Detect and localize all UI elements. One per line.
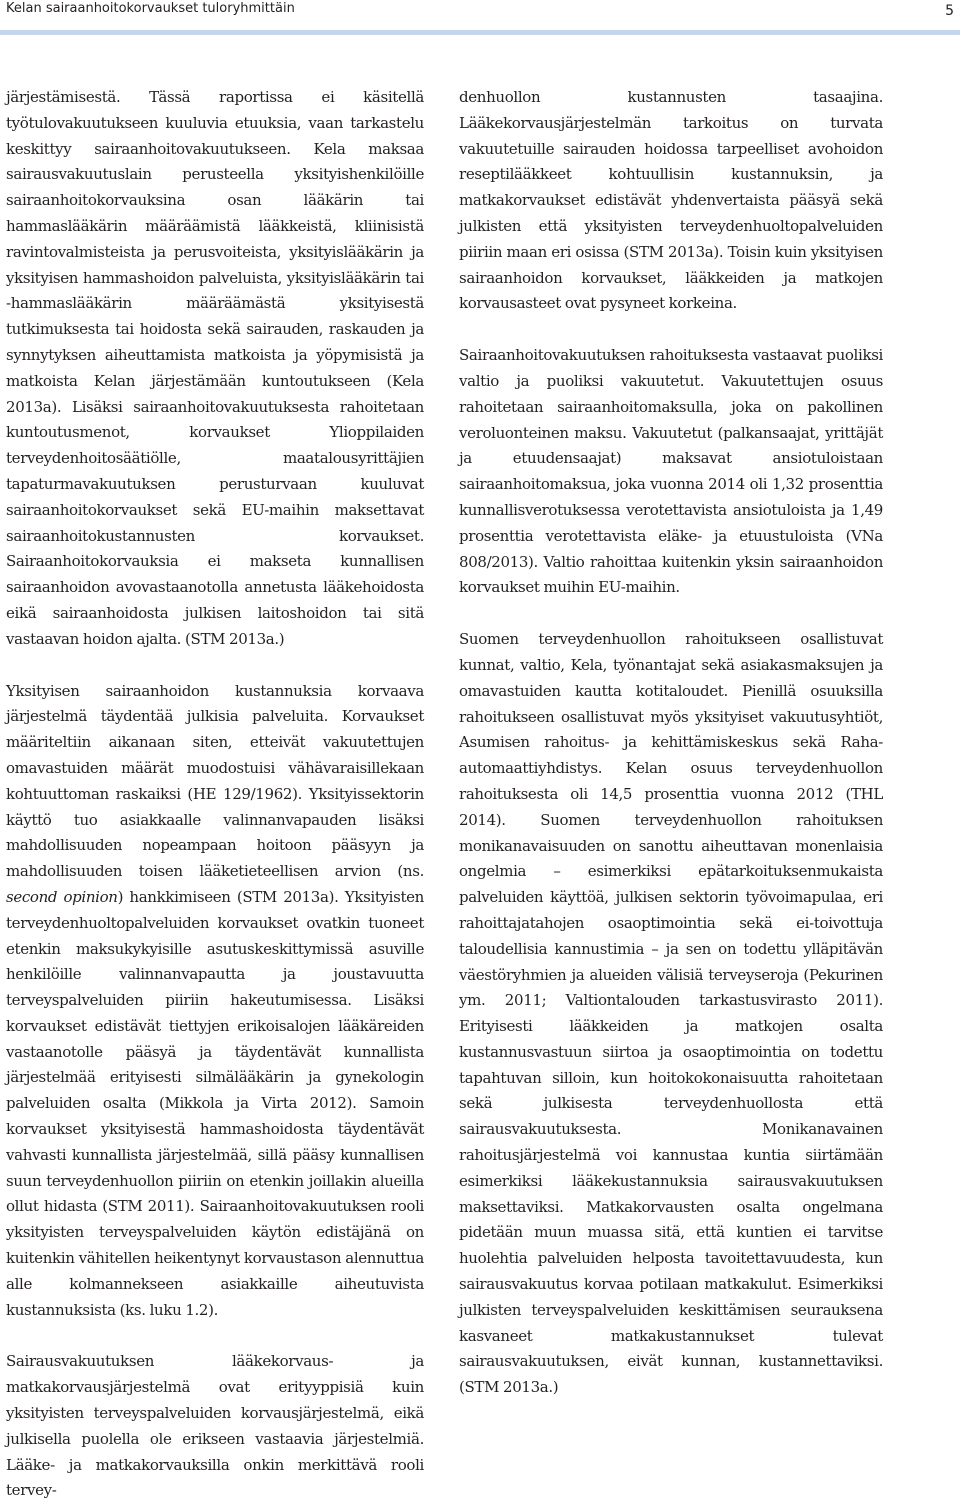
left-column bbox=[6, 85, 424, 1504]
italic-term: second opinion bbox=[6, 887, 118, 906]
right-column bbox=[459, 85, 883, 1401]
running-title: Kelan sairaanhoitokorvaukset tuloryhmittäin bbox=[6, 1, 295, 16]
page-number: 5 bbox=[945, 3, 954, 19]
body-paragraph: Sairaanhoitovakuutuksen rahoituksesta vastaavat puoliksi valtio ja puoliksi vakuutetut. Vakuutettujen osuus rahoitetaan sairaanhoitomaksulla, joka on pakollinen veroluonteinen maksu. Vakuutetut (palkansaajat, yrittäjät ja etuudensaajat) maksavat ansiotuloistaan sairaanhoitomaksua, joka vuonna 2014 oli 1,32 prosenttia kunnallisverotuksessa verotettavista ansiotuloista ja 1,49 prosenttia verotettavista eläke- ja etuustuloista (VNa 808/2013). Valtio rahoittaa kuitenkin yksin sairaanhoidon korvaukset muihin EU-maihin. bbox=[459, 346, 883, 597]
header-rule bbox=[0, 30, 960, 35]
page-header bbox=[0, 0, 960, 38]
body-paragraph: denhuollon kustannusten tasaajina. Lääkekorvausjärjestelmän tarkoitus on turvata vakuutetuille sairauden hoidossa tarpeelliset avohoidon reseptilääkkeet kohtuullisin kustannuksin, ja matkakorvaukset edistävät yhdenvertaista pääsyä sekä julkisten että yksityisten terveydenhuoltopalveluiden piiriin maan eri osissa (STM 2013a). Toisin kuin yksityisen sairaanhoidon korvaukset, lääkkeiden ja matkojen korvausasteet ovat pysyneet korkeina. bbox=[459, 88, 883, 313]
body-paragraph bbox=[6, 679, 424, 1324]
body-paragraph: järjestämisestä. Tässä raportissa ei käsitellä työtulovakuutukseen kuuluvia etuuksia, vaan tarkastelu keskittyy sairaanhoitovakuutukseen. Kela maksaa sairausvakuutuslain perusteella yksityishenkilöille sairaanhoitokorvauksina osan lääkärin tai hammaslääkärin määräämistä lääkkeistä, kliinisistä ravintovalmisteista ja perusvoiteista, yksityislääkärin ja yksityisen hammashoidon palveluista, yksityislääkärin tai -hammaslääkärin määräämästä yksityisestä tutkimuksesta tai hoidosta sekä sairauden, raskauden ja synnytyksen aiheuttamista matkoista ja yöpymisistä ja matkoista Kelan järjestämään kuntoutukseen (Kela 2013a). Lisäksi sairaanhoitovakuutuksesta rahoitetaan kuntoutusmenot, korvaukset Ylioppilaiden terveydenhoitosäätiölle, maatalousyrittäjien tapaturmavakuutuksen perusturvaan kuuluvat sairaanhoitokorvaukset sekä EU-maihin maksettavat sairaanhoitokustannusten korvaukset. Sairaanhoitokorvauksia ei makseta kunnallisen sairaanhoidon avovastaanotolla annetusta lääkehoidosta eikä sairaanhoidosta julkisen laitoshoidon tai sitä vastaavan hoidon ajalta. (STM 2013a.) bbox=[6, 88, 424, 648]
paragraph-text: ) hankkimiseen (STM 2013a). Yksityisten terveydenhuoltopalveluiden korvaukset ovatkin tuoneet etenkin maksukykyisille asutuskeskittymissä asuville henkilöille valinnanvapautta ja joustavuutta terveyspalveluiden piiriin hakeutumisessa. Lisäksi korvaukset edistävät tiettyjen erikoisalojen lääkäreiden vastaanotolle pääsyä ja täydentävät kunnallista järjestelmää erityisesti silmälääkärin ja gynekologin palveluiden osalta (Mikkola ja Virta 2012). Samoin korvaukset yksityisestä hammashoidosta täydentävät vahvasti kunnallista järjestelmää, sillä pääsy kunnallisen suun terveydenhuollon piiriin on etenkin joillakin alueilla ollut hidasta (STM 2011). Sairaanhoitovakuutuksen rooli yksityisten terveyspalveluiden käytön edistäjänä on kuitenkin vähitellen heikentynyt korvaustason alennuttua alle kolmannekseen asiakkaille aiheutuvista kustannuksista (ks. luku 1.2). bbox=[6, 887, 424, 1319]
paragraph-text: Yksityisen sairaanhoidon kustannuksia korvaava järjestelmä täydentää julkisia palveluita. Korvaukset määriteltiin aikanaan siten, etteivät vakuutettujen omavastuiden määrät muodostuisi vähävaraisillekaan kohtuuttoman raskaiksi (HE 129/1962). Yksityissektorin käyttö tuo asiakkaalle valinnanvapauden lisäksi mahdollisuuden nopeampaan hoitoon pääsyyn ja mahdollisuuden toisen lääketieteellisen arvion (ns. bbox=[6, 681, 424, 881]
body-paragraph: Suomen terveydenhuollon rahoitukseen osallistuvat kunnat, valtio, Kela, työnantajat sekä asiakasmaksujen ja omavastuiden kautta kotitaloudet. Pienillä osuuksilla rahoitukseen osallistuvat myös yksityiset vakuutusyhtiöt, Asumisen rahoitus- ja kehittämiskeskus sekä Raha-automaattiyhdistys. Kelan osuus terveydenhuollon rahoituksesta oli 14,5 prosenttia vuonna 2012 (THL 2014). Suomen terveydenhuollon rahoituksen monikanavaisuuden on sanottu aiheuttavan monenlaisia ongelmia – esimerkiksi epätarkoituksenmukaista palveluiden käyttöä, julkisen sektorin työvoimapulaa, eri rahoittajatahojen osaoptimointia sekä ei-toivottuja taloudellisia kannustimia – ja sen on todettu ylläpitävän väestöryhmien ja alueiden välisiä terveyseroja (Pekurinen ym. 2011; Valtiontalouden tarkastusvirasto 2011). Erityisesti lääkkeiden ja matkojen osalta kustannusvastuun siirtoa ja osaoptimointia on todettu tapahtuvan silloin, kun hoitokokonaisuutta rahoitetaan sekä julkisesta terveydenhuollosta että sairausvakuutuksesta. Monikanavainen rahoitusjärjestelmä voi kannustaa kuntia siirtämään esimerkiksi lääkekustannuksia sairausvakuutuksen maksettaviksi. Matkakorvausten osalta ongelmana pidetään muun muassa sitä, että kuntien ei tarvitse huolehtia palveluiden helposta tavoitettavuudesta, kun sairausvakuutus korvaa potilaan matkakulut. Esimerkiksi julkisten terveyspalveluiden keskittämisen seurauksena kasvaneet matkakustannukset tulevat sairausvakuutuksen, eivät kunnan, kustannettaviksi. (STM 2013a.) bbox=[459, 630, 883, 1397]
body-paragraph: Sairausvakuutuksen lääkekorvaus- ja matkakorvausjärjestelmä ovat erityyppisiä kuin yksityisten terveyspalveluiden korvausjärjestelmä, eikä julkisella puolella ole erikseen vastaavia järjestelmiä. Lääke- ja matkakorvauksilla onkin merkittävä rooli tervey- bbox=[6, 1352, 424, 1500]
